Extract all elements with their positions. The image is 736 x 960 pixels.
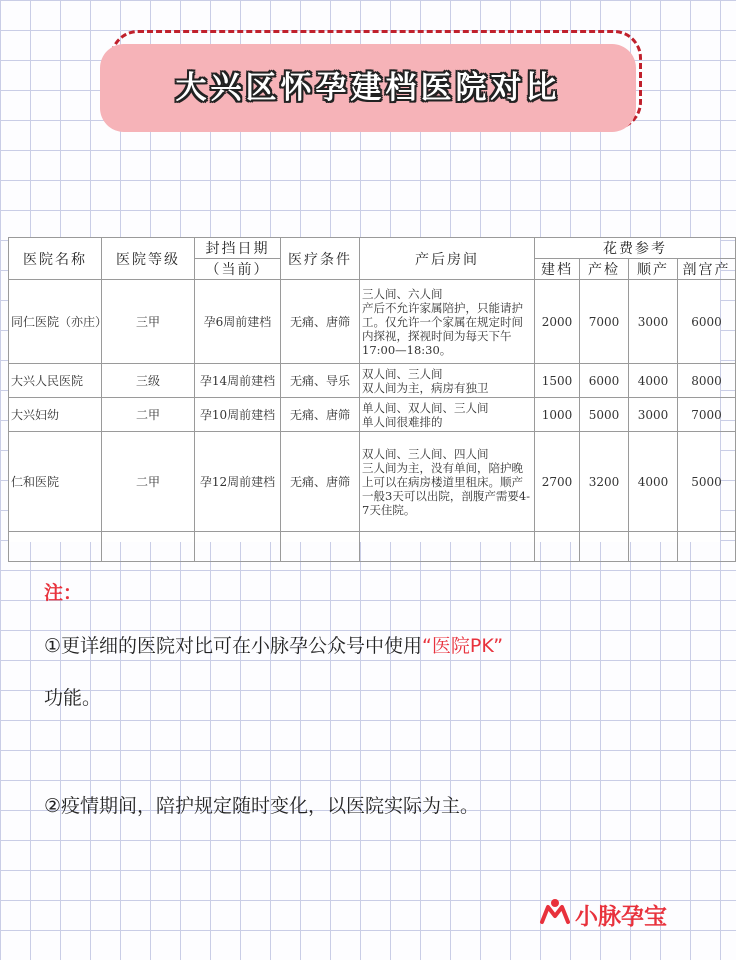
cell-conditions: 无痛、导乐 bbox=[281, 364, 360, 398]
cell-csection: 7000 bbox=[678, 398, 736, 432]
note-1-prefix: ①更详细的医院对比可在小脉孕公众号中使用 bbox=[44, 635, 423, 657]
cell-cutoff: 孕10周前建档 bbox=[195, 398, 281, 432]
cell-natural: 3000 bbox=[629, 398, 678, 432]
cell-check: 6000 bbox=[580, 364, 629, 398]
cell-natural: 4000 bbox=[629, 364, 678, 398]
cell-name: 同仁医院（亦庄） bbox=[9, 280, 102, 364]
cell-csection: 5000 bbox=[678, 432, 736, 532]
cell-build: 2000 bbox=[535, 280, 580, 364]
cell-check: 3200 bbox=[580, 432, 629, 532]
note-1 bbox=[44, 632, 694, 660]
cell-name: 大兴妇幼 bbox=[9, 398, 102, 432]
cell-cutoff: 孕14周前建档 bbox=[195, 364, 281, 398]
cell-build: 1500 bbox=[535, 364, 580, 398]
header-cost-natural: 顺产 bbox=[629, 259, 678, 280]
cell-name: 大兴人民医院 bbox=[9, 364, 102, 398]
header-cutoff: 封挡日期 bbox=[195, 238, 281, 259]
cell-level: 二甲 bbox=[102, 432, 195, 532]
note-1-suffix: 功能。 bbox=[44, 687, 102, 709]
cell-room: 单人间、双人间、三人间 单人间很难排的 bbox=[360, 398, 535, 432]
cell-room: 三人间、六人间 产后不允许家属陪护，只能请护工。仅允许一个家属在规定时间内探视，探视时间为每天下午17:00—18:30。 bbox=[360, 280, 535, 364]
header-conditions: 医疗条件 bbox=[281, 238, 360, 280]
cell-build: 1000 bbox=[535, 398, 580, 432]
cell-level: 三甲 bbox=[102, 280, 195, 364]
cell-conditions: 无痛、唐筛 bbox=[281, 432, 360, 532]
cell-csection: 6000 bbox=[678, 280, 736, 364]
header-level: 医院等级 bbox=[102, 238, 195, 280]
header-cost-csection: 剖宫产 bbox=[678, 259, 736, 280]
header-cost-build: 建档 bbox=[535, 259, 580, 280]
cell-cutoff: 孕12周前建档 bbox=[195, 432, 281, 532]
cell-natural: 4000 bbox=[629, 432, 678, 532]
notes-section bbox=[44, 578, 694, 820]
header-room: 产后房间 bbox=[360, 238, 535, 280]
cell-room: 双人间、三人间、四人间 三人间为主，没有单间，陪护晚上可以在病房楼道里租床。顺产一般3天可以出院，剖腹产需要4-7天住院。 bbox=[360, 432, 535, 532]
cell-check: 5000 bbox=[580, 398, 629, 432]
note-2: ②疫情期间，陪护规定随时变化，以医院实际为主。 bbox=[44, 795, 480, 817]
brand-name: 小脉孕宝 bbox=[575, 903, 667, 930]
cell-build: 2700 bbox=[535, 432, 580, 532]
cell-conditions: 无痛、唐筛 bbox=[281, 280, 360, 364]
table-row bbox=[9, 364, 736, 398]
note-1-highlight: “医院PK” bbox=[422, 635, 504, 657]
cell-level: 三级 bbox=[102, 364, 195, 398]
table-row bbox=[9, 398, 736, 432]
cell-cutoff: 孕6周前建档 bbox=[195, 280, 281, 364]
brand-logo-icon bbox=[540, 898, 570, 930]
table-row bbox=[9, 432, 736, 532]
notes-label: 注： bbox=[44, 582, 83, 604]
cell-room: 双人间、三人间 双人间为主，病房有独卫 bbox=[360, 364, 535, 398]
page-title: 大兴区怀孕建档医院对比 bbox=[175, 69, 561, 106]
cell-check: 7000 bbox=[580, 280, 629, 364]
cell-csection: 8000 bbox=[678, 364, 736, 398]
header-cutoff-sub: （当前） bbox=[195, 259, 281, 280]
brand-watermark bbox=[540, 896, 667, 932]
table-row bbox=[9, 280, 736, 364]
header-cost: 花费参考 bbox=[535, 238, 736, 259]
hospital-comparison-table bbox=[8, 237, 731, 542]
cell-natural: 3000 bbox=[629, 280, 678, 364]
cell-conditions: 无痛、唐筛 bbox=[281, 398, 360, 432]
cell-name: 仁和医院 bbox=[9, 432, 102, 532]
cell-level: 二甲 bbox=[102, 398, 195, 432]
header-cost-check: 产检 bbox=[580, 259, 629, 280]
header-name: 医院名称 bbox=[9, 238, 102, 280]
